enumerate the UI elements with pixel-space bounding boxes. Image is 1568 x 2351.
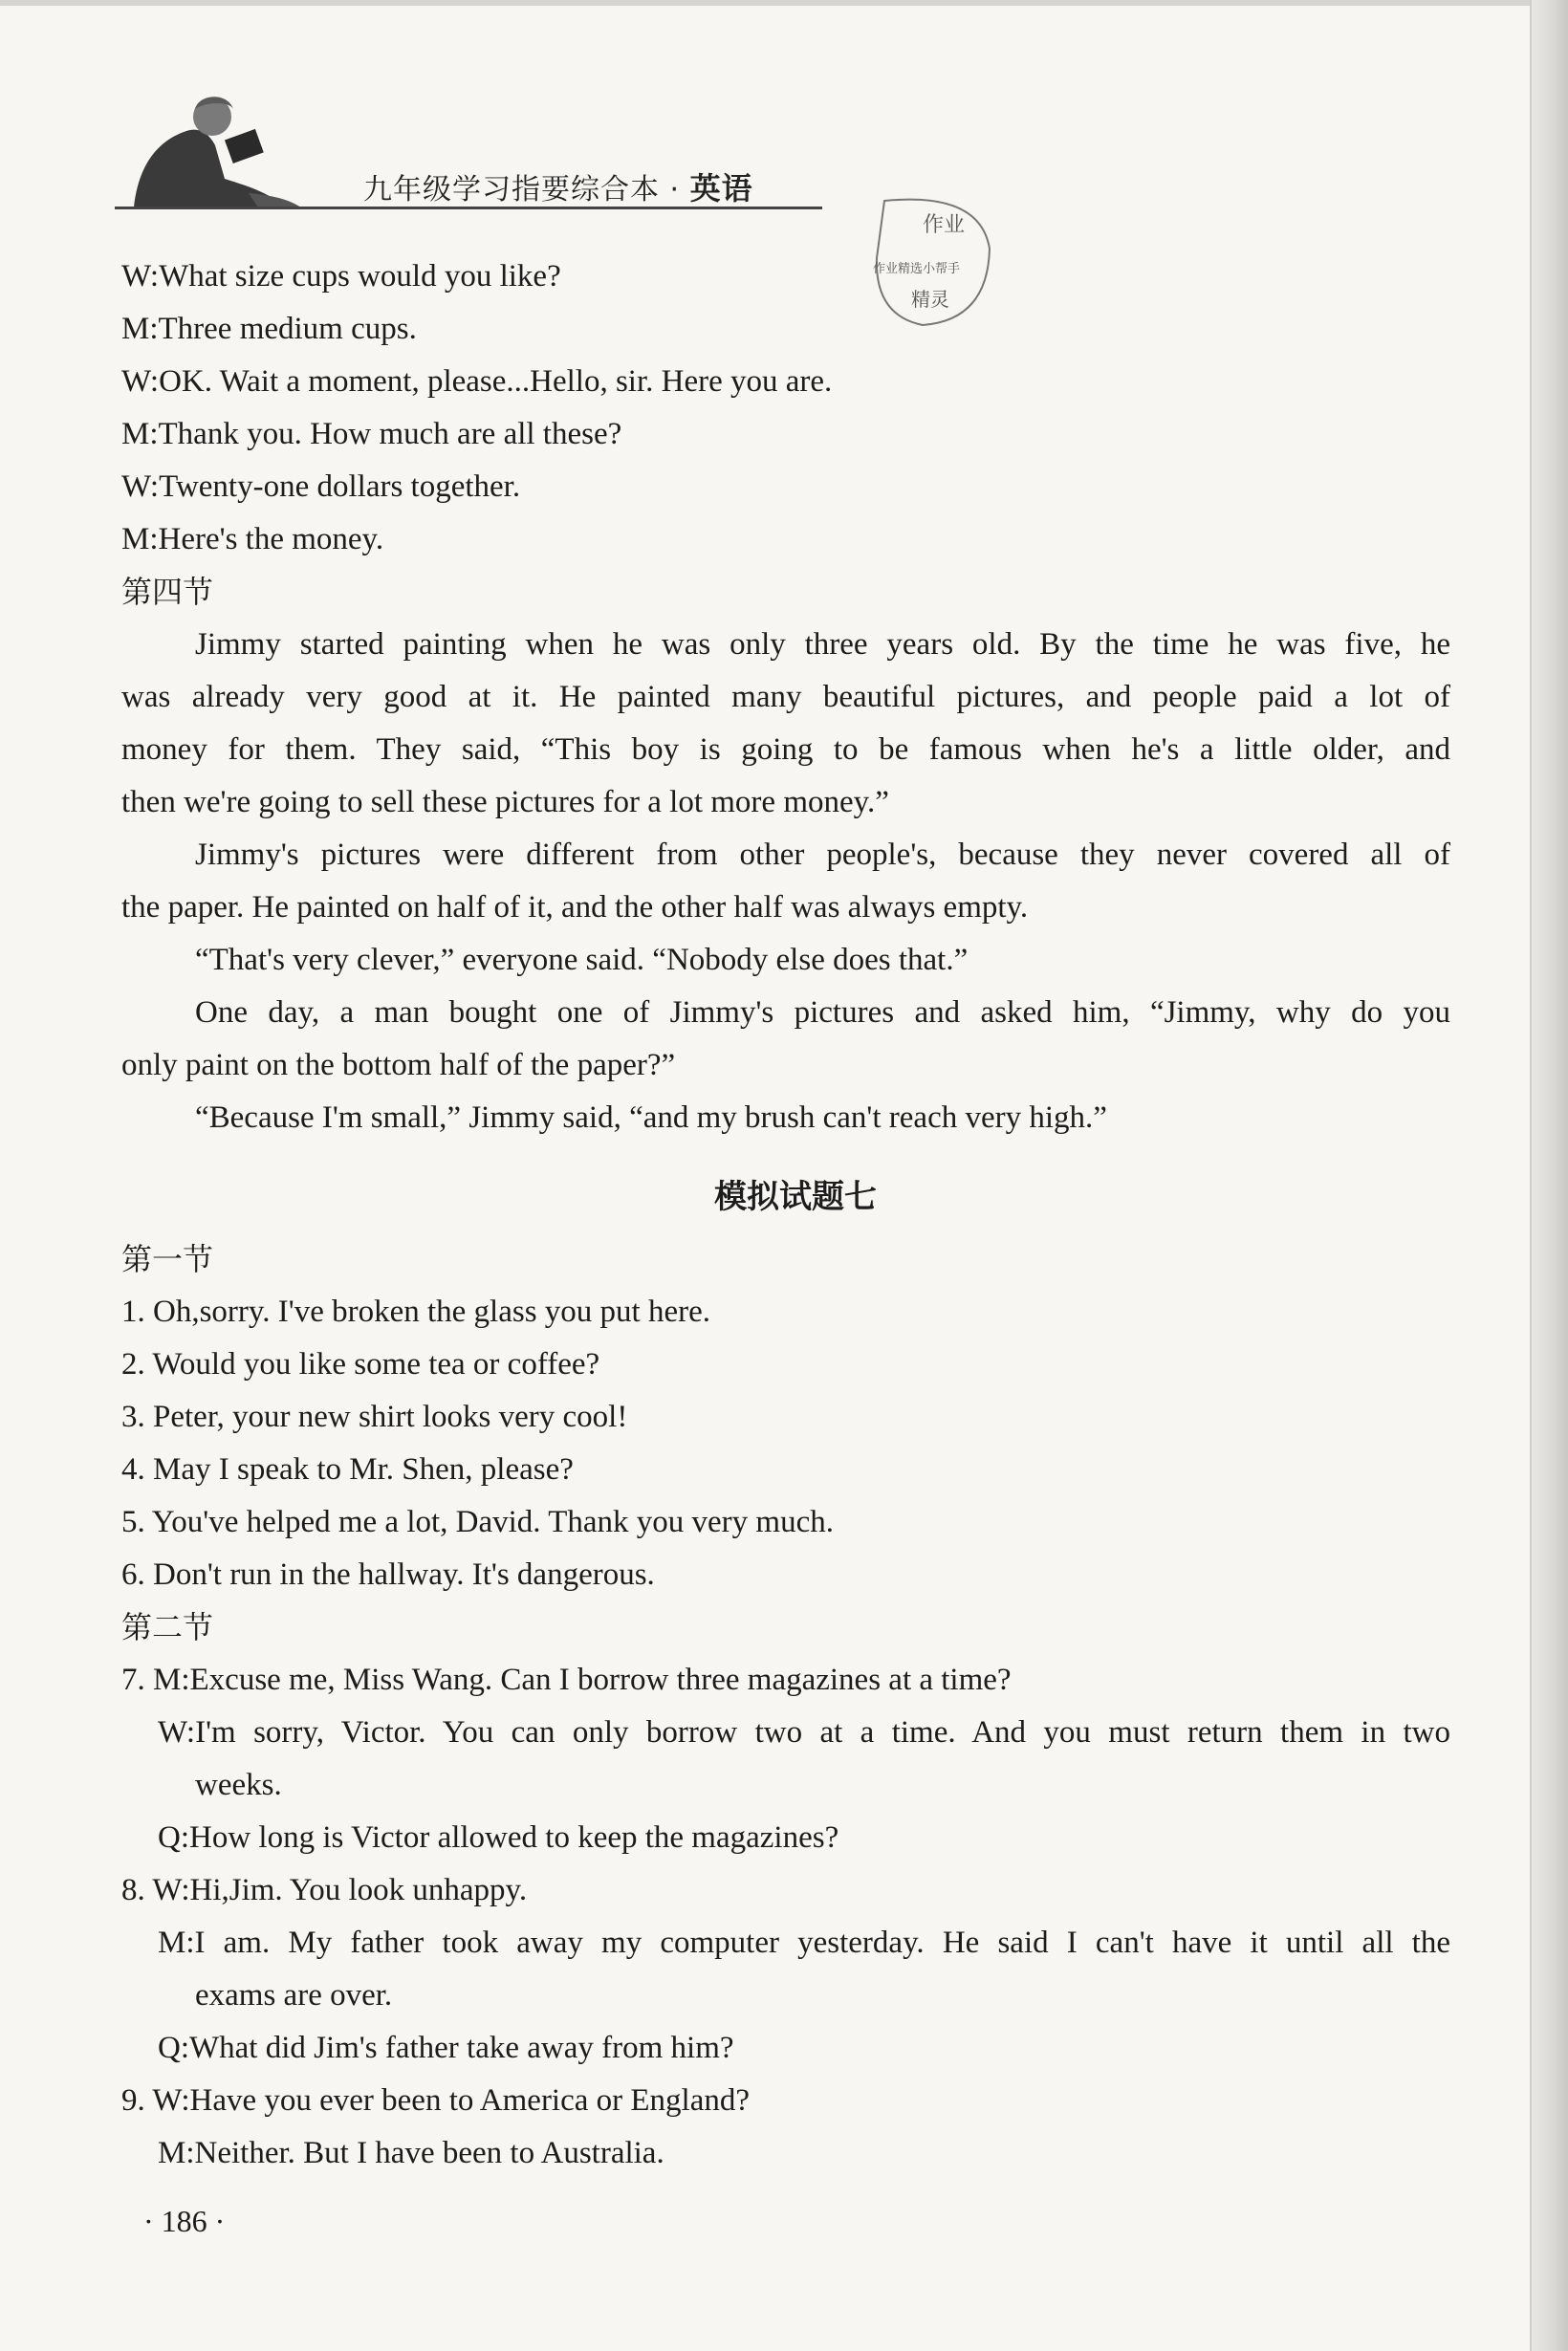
section-4-heading: 第四节 xyxy=(121,574,214,610)
text-line: 7. M:Excuse me, Miss Wang. Can I borrow three magazines at a time? xyxy=(121,1663,1012,1697)
list-item: 3. Peter, your new shirt looks very cool! xyxy=(121,1400,628,1434)
dialogue-line: W:Twenty-one dollars together. xyxy=(121,469,521,504)
text-line: W:I'm sorry, Victor. You can only borrow two at a time. And you must return them in two xyxy=(158,1715,1450,1750)
header-rule xyxy=(115,207,822,209)
text-line: “That's very clever,” everyone said. “Nobody else does that.” xyxy=(195,943,969,977)
section-2-dialogues xyxy=(121,1654,1450,2180)
dialogue-line: W:What size cups would you like? xyxy=(121,259,561,294)
text-line: 9. W:Have you ever been to America or England? xyxy=(121,2083,751,2118)
text-line: Jimmy's pictures were different from other people's, because they never covered all of xyxy=(195,838,1450,872)
text-line: exams are over. xyxy=(195,1978,393,2013)
svg-text:精灵: 精灵 xyxy=(911,288,949,311)
text-line: money for them. They said, “This boy is going to be famous when he's a little older, and xyxy=(121,732,1450,767)
page-right-edge xyxy=(1530,0,1568,2351)
section-4-passage xyxy=(121,619,1450,1144)
text-line: Q:How long is Victor allowed to keep the magazines? xyxy=(158,1820,839,1855)
section-1-heading: 第一节 xyxy=(121,1241,214,1277)
test-title: 模拟试题七 xyxy=(714,1178,877,1216)
dialogue-line: W:OK. Wait a moment, please...Hello, sir. Here you are. xyxy=(121,364,833,399)
svg-text:作业精选小帮手: 作业精选小帮手 xyxy=(873,262,961,276)
list-item: 1. Oh,sorry. I've broken the glass you put here. xyxy=(121,1295,710,1329)
list-item: 5. You've helped me a lot, David. Thank you very much. xyxy=(121,1505,834,1539)
text-line: Q:What did Jim's father take away from him? xyxy=(158,2031,734,2065)
page-number: · 186 · xyxy=(143,2204,226,2238)
text-line: M:I am. My father took away my computer yesterday. He said I can't have it until all the xyxy=(158,1926,1450,1960)
list-item: 6. Don't run in the hallway. It's dangerous. xyxy=(121,1557,655,1592)
dialogue-line: M:Here's the money. xyxy=(121,522,384,556)
reading-girl-illustration xyxy=(115,88,306,210)
text-line: was already very good at it. He painted many beautiful pictures, and people paid a lot of xyxy=(121,680,1450,714)
svg-text:作业: 作业 xyxy=(923,213,966,237)
dialogue-top xyxy=(121,250,1450,566)
section-1-items xyxy=(121,1286,1450,1601)
list-item: 2. Would you like some tea or coffee? xyxy=(121,1347,600,1382)
text-line: 8. W:Hi,Jim. You look unhappy. xyxy=(121,1873,528,1907)
text-line: weeks. xyxy=(195,1768,282,1802)
text-line: Jimmy started painting when he was only three years old. By the time he was five, he xyxy=(195,627,1450,662)
page-header xyxy=(115,88,822,212)
text-line: only paint on the bottom half of the paper?” xyxy=(121,1048,676,1082)
page-content xyxy=(121,250,1450,2180)
section-2-heading: 第二节 xyxy=(121,1609,214,1645)
dialogue-line: M:Thank you. How much are all these? xyxy=(121,417,622,451)
list-item: 4. May I speak to Mr. Shen, please? xyxy=(121,1452,574,1487)
page-top-edge xyxy=(0,0,1568,6)
text-line: then we're going to sell these pictures for a lot more money.” xyxy=(121,785,889,819)
text-line: the paper. He painted on half of it, and the other half was always empty. xyxy=(121,890,1029,925)
text-line: One day, a man bought one of Jimmy's pictures and asked him, “Jimmy, why do you xyxy=(195,995,1450,1030)
dialogue-line: M:Three medium cups. xyxy=(121,312,417,346)
header-title: 九年级学习指要综合本 · 英语 xyxy=(363,170,753,207)
text-line: M:Neither. But I have been to Australia. xyxy=(158,2136,664,2170)
text-line: “Because I'm small,” Jimmy said, “and my brush can't reach very high.” xyxy=(195,1100,1107,1135)
